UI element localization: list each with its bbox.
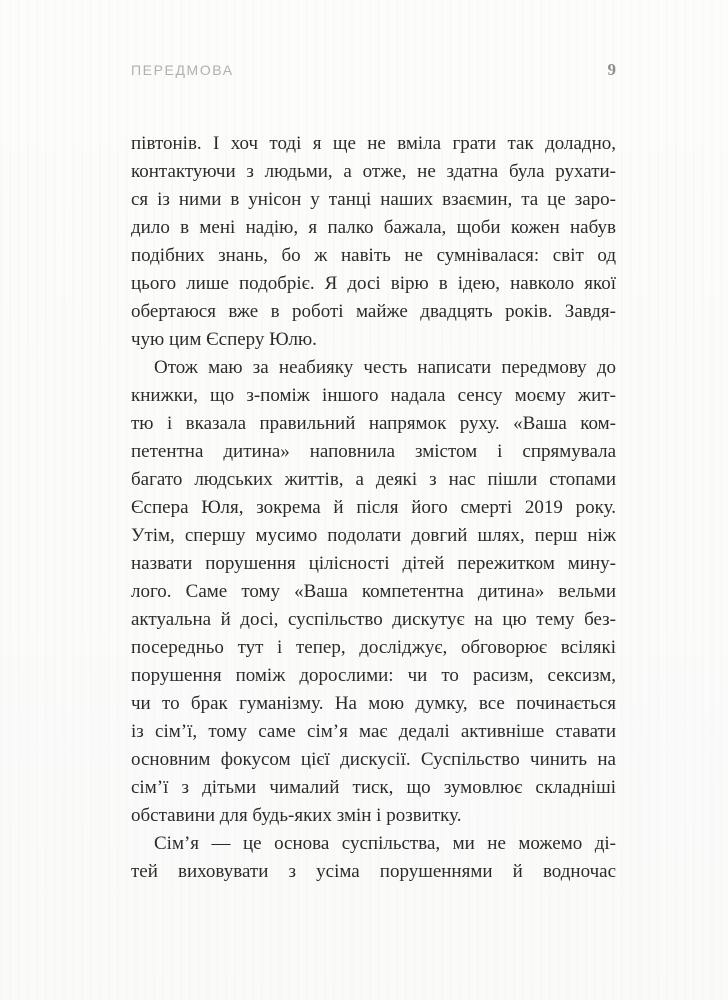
body-text	[131, 130, 616, 886]
text-line: актуальна й досі, суспільство дискутує на цю тему без-	[131, 609, 616, 630]
text-line: посередньо тут і тепер, досліджує, обговорює всілякі	[131, 637, 616, 658]
paragraph	[131, 354, 616, 830]
text-line: лого. Саме тому «Ваша компетентна дитина» вельми	[131, 581, 616, 602]
text-line: сім’ї з дітьми чималий тиск, що зумовлює складніші	[131, 777, 616, 798]
text-line: назвати порушення цілісності дітей пережитком мину-	[131, 553, 616, 574]
text-line: подібних знань, бо ж навіть не сумнівалася: світ од	[131, 245, 616, 266]
text-line: петентна дитина» наповнила змістом і спрямувала	[131, 441, 616, 462]
text-line: порушення поміж дорослими: чи то расизм, сексизм,	[131, 665, 616, 686]
running-title: ПЕРЕДМОВА	[131, 62, 234, 78]
text-line: обертаюся вже в роботі майже двадцять років. Завдя-	[131, 301, 616, 322]
text-line: із сім’ї, тому саме сім’я має дедалі активніше ставати	[131, 721, 616, 742]
text-line: цього лише подобріє. Я досі вірю в ідею, навколо якої	[131, 273, 616, 294]
paragraph	[131, 830, 616, 886]
text-line: дило в мені надію, я палко бажала, щоби кожен набув	[131, 217, 616, 238]
text-line: Отож маю за неабияку честь написати передмову до	[154, 357, 616, 378]
text-line: тей виховувати з усіма порушеннями й водночас	[131, 861, 616, 882]
text-line: обставини для будь-яких змін і розвитку.	[131, 805, 462, 826]
text-line: півтонів. І хоч тоді я ще не вміла грати так доладно,	[131, 133, 616, 154]
text-line: багато людських життів, а деякі з нас пішли стопами	[131, 469, 616, 490]
text-line: основним фокусом цієї дискусії. Суспільство чинить на	[131, 749, 616, 770]
text-line: чи то брак гуманізму. На мою думку, все починається	[131, 693, 616, 714]
text-line: Утім, спершу мусимо подолати довгий шлях, перш ніж	[131, 525, 616, 546]
running-head	[131, 60, 616, 80]
text-line: ся із ними в унісон у танці наших взаємин, та це заро-	[131, 189, 616, 210]
text-line: контактуючи з людьми, а отже, не здатна була рухати-	[131, 161, 616, 182]
text-line: Сім’я — це основа суспільства, ми не можемо ді-	[154, 833, 616, 854]
text-line: чую цим Єсперу Юлю.	[131, 329, 317, 350]
page-number: 9	[607, 60, 616, 79]
text-line: тю і вказала правильний напрямок руху. «Ваша ком-	[131, 413, 616, 434]
text-line: книжки, що з-поміж іншого надала сенсу моєму жит-	[131, 385, 616, 406]
text-line: Єспера Юля, зокрема й після його смерті 2019 року.	[131, 497, 616, 518]
paragraph	[131, 130, 616, 354]
